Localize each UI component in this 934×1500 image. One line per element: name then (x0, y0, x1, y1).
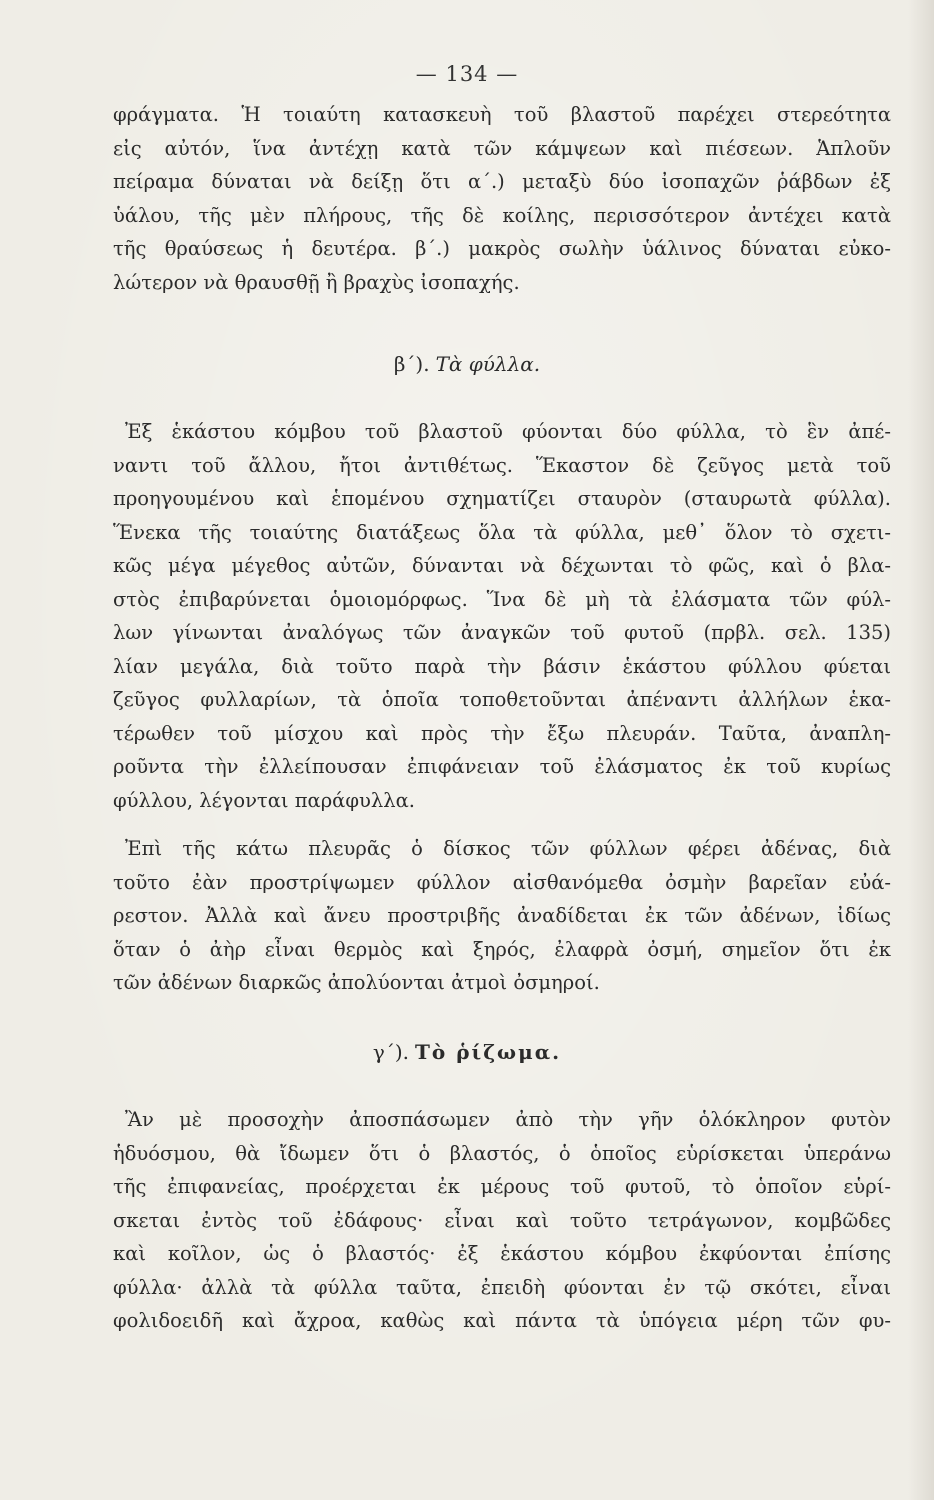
paragraph-leaf-glands (113, 832, 891, 1000)
text-line: ἡδυόσμου, θὰ ἴδωμεν ὅτι ὁ βλαστός, ὁ ὁποῖος εὑρίσκεται ὑπεράνω (113, 1141, 891, 1165)
text-line: τῶν ἀδένων διαρκῶς ἀπολύονται ἀτμοὶ ὀσμηροί. (113, 971, 600, 994)
paragraph-rhizome (113, 1103, 891, 1338)
paragraph-leaves-arrangement (113, 415, 891, 817)
text-line: σκεται ἐντὸς τοῦ ἐδάφους· εἶναι καὶ τοῦτο τετράγωνον, κομβῶδες (113, 1208, 891, 1232)
text-line: καὶ κοῖλον, ὡς ὁ βλαστός· ἐξ ἑκάστου κόμβου ἐκφύονται ἐπίσης (113, 1242, 891, 1265)
text-line: κῶς μέγα μέγεθος αὐτῶν, δύνανται νὰ δέχωνται τὸ φῶς, καὶ ὁ βλα- (113, 554, 891, 577)
text-line: στὸς ἐπιβαρύνεται ὁμοιομόρφως. Ἵνα δὲ μὴ τὰ ἐλάσματα τῶν φύλ- (113, 587, 891, 611)
text-line: Ἕνεκα τῆς τοιαύτης διατάξεως ὅλα τὰ φύλλα, μεθ᾽ ὅλον τὸ σχετι- (113, 520, 891, 544)
section-title: Τὸ ῥίζωμα. (415, 1040, 562, 1064)
text-line: ρεστον. Ἀλλὰ καὶ ἄνευ προστριβῆς ἀναδίδεται ἐκ τῶν ἀδένων, ἰδίως (113, 904, 891, 927)
text-line: ὅταν ὁ ἀὴρ εἶναι θερμὸς καὶ ξηρός, ἐλαφρὰ ὀσμή, σημεῖον ὅτι ἐκ (113, 937, 891, 961)
text-line: τῆς θραύσεως ἡ δευτέρα. β΄.) μακρὸς σωλὴν ὑάλινος δύναται εὐκο- (113, 237, 891, 260)
text-line: ροῦντα τὴν ἐλλείπουσαν ἐπιφάνειαν τοῦ ἐλάσματος ἐκ τοῦ κυρίως (113, 755, 891, 778)
text-line: φράγματα. Ἡ τοιαύτη κατασκευὴ τοῦ βλαστοῦ παρέχει στερεότητα (113, 103, 891, 126)
text-line: προηγουμένου καὶ ἑπομένου σχηματίζει σταυρὸν (σταυρωτὰ φύλλα). (113, 487, 891, 510)
text-line: λίαν μεγάλα, διὰ τοῦτο παρὰ τὴν βάσιν ἑκάστου φύλλου φύεται (113, 654, 891, 678)
page-number: — 134 — (415, 62, 519, 86)
text-line: Ἂν μὲ προσοχὴν ἀποσπάσωμεν ἀπὸ τὴν γῆν ὁλόκληρον φυτὸν (125, 1108, 891, 1131)
section-number: γ΄). (372, 1040, 410, 1064)
text-line: φύλλου, λέγονται παράφυλλα. (113, 788, 415, 812)
page-edge-shadow (908, 0, 934, 1500)
text-line: Ἐξ ἑκάστου κόμβου τοῦ βλαστοῦ φύονται δύο φύλλα, τὸ ἓν ἀπέ- (125, 420, 891, 443)
text-line: ναντι τοῦ ἄλλου, ἤτοι ἀντιθέτως. Ἕκαστον δὲ ζεῦγος μετὰ τοῦ (113, 453, 891, 477)
text-line: εἰς αὐτόν, ἵνα ἀντέχῃ κατὰ τῶν κάμψεων καὶ πιέσεων. Ἁπλοῦν (113, 136, 891, 160)
section-heading-root (0, 1040, 934, 1064)
text-line: λώτερον νὰ θραυσθῇ ἢ βραχὺς ἰσοπαχής. (113, 270, 520, 294)
text-line: φύλλα· ἀλλὰ τὰ φύλλα ταῦτα, ἐπειδὴ φύονται ἐν τῷ σκότει, εἶναι (113, 1275, 891, 1299)
section-heading-leaves (0, 352, 934, 376)
text-line: τοῦτο ἐὰν προστρίψωμεν φύλλον αἰσθανόμεθα ὀσμὴν βαρεῖαν εὐά- (113, 870, 891, 894)
text-line: τῆς ἐπιφανείας, προέρχεται ἐκ μέρους τοῦ φυτοῦ, τὸ ὁποῖον εὑρί- (113, 1175, 891, 1198)
text-line: Ἐπὶ τῆς κάτω πλευρᾶς ὁ δίσκος τῶν φύλλων φέρει ἀδένας, διὰ (125, 837, 891, 860)
text-line: λων γίνωνται ἀναλόγως τῶν ἀναγκῶν τοῦ φυτοῦ (πρβλ. σελ. 135) (113, 621, 891, 644)
text-line: τέρωθεν τοῦ μίσχου καὶ πρὸς τὴν ἔξω πλευράν. Ταῦτα, ἀναπλη- (113, 721, 891, 745)
section-number: β΄). (393, 352, 430, 376)
text-line: φολιδοειδῆ καὶ ἄχροα, καθὼς καὶ πάντα τὰ ὑπόγεια μέρη τῶν φυ- (113, 1309, 891, 1332)
text-line: ζεῦγος φυλλαρίων, τὰ ὁποῖα τοποθετοῦνται ἀπέναντι ἀλλήλων ἑκα- (113, 688, 891, 711)
section-title: Τὰ φύλλα. (435, 352, 541, 376)
paragraph-stem-structure (113, 98, 891, 299)
text-line: ὑάλου, τῆς μὲν πλήρους, τῆς δὲ κοίλης, περισσότερον ἀντέχει κατὰ (113, 203, 891, 227)
text-line: πείραμα δύναται νὰ δείξῃ ὅτι α΄.) μεταξὺ δύο ἰσοπαχῶν ῥάβδων ἐξ (113, 170, 891, 193)
